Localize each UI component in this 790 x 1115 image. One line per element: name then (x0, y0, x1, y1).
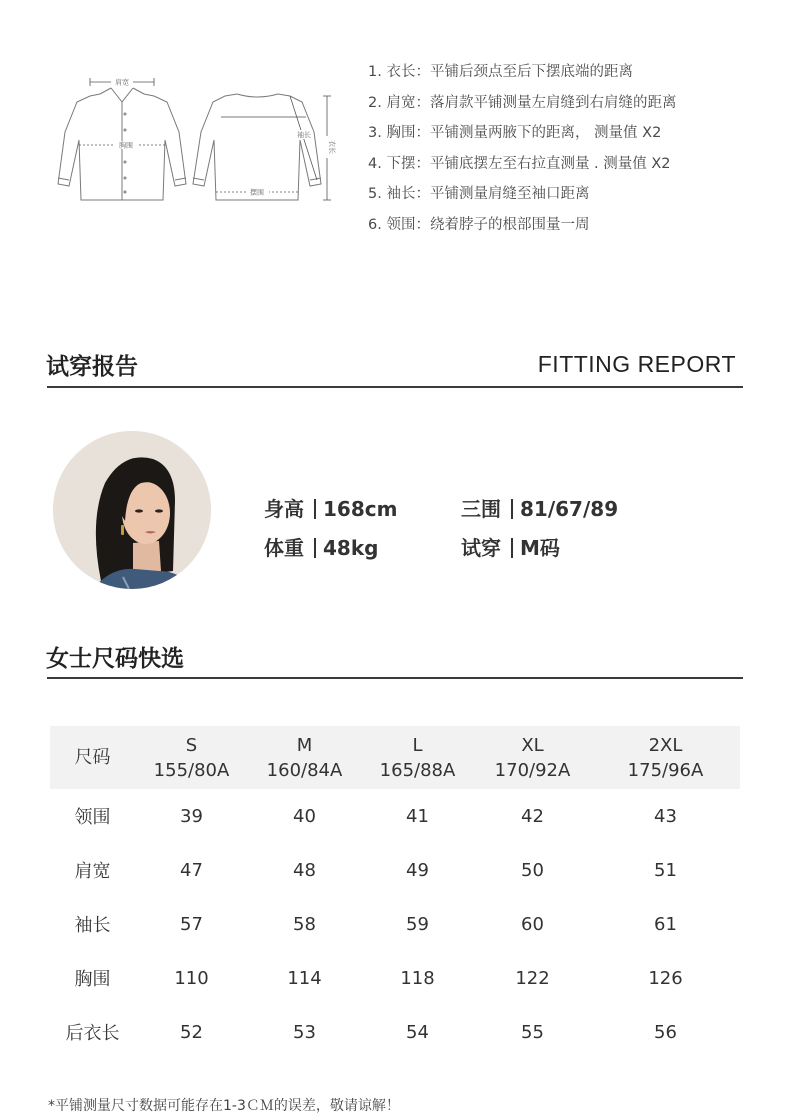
header-size-label: 尺码 (50, 726, 135, 789)
size-spec: 170/92A (494, 759, 571, 781)
table-row (50, 897, 740, 951)
size-code: L (412, 734, 423, 756)
divider (47, 677, 743, 679)
height-stat (264, 493, 397, 522)
model-portrait-icon (53, 431, 211, 589)
header-size-cell (135, 726, 248, 789)
table-cell: 56 (654, 1021, 677, 1043)
separator-bar (511, 538, 513, 558)
size-code: XL (521, 734, 544, 756)
table-cell: 48 (293, 859, 316, 881)
size-code: M (296, 734, 313, 756)
row-label: 袖长 (74, 915, 111, 936)
separator-bar (314, 538, 316, 558)
table-row (50, 843, 740, 897)
table-cell: 55 (521, 1021, 544, 1043)
table-cell: 54 (406, 1021, 429, 1043)
measurement-item: 6. 领围：绕着脖子的根部围量一周 (368, 216, 590, 233)
table-cell: 114 (287, 967, 322, 989)
table-row (50, 1005, 740, 1059)
row-label: 领围 (74, 807, 111, 828)
diagram-chest-label: 胸围 (119, 141, 133, 150)
measurement-item: 2. 肩宽：落肩款平铺测量左肩缝到右肩缝的距离 (368, 94, 677, 111)
size-chart-table (50, 726, 740, 1059)
table-row (50, 789, 740, 843)
table-cell: 40 (293, 805, 316, 827)
fitting-report-title-en: FITTING REPORT (537, 351, 736, 377)
table-cell: 59 (406, 913, 429, 935)
diagram-length-label: 衣长 (328, 140, 336, 154)
height-value: 168cm (323, 497, 398, 521)
row-label: 肩宽 (74, 861, 111, 882)
table-row (50, 951, 740, 1005)
size-spec: 175/96A (627, 759, 704, 781)
table-cell: 41 (406, 805, 429, 827)
header-size-cell (591, 726, 740, 789)
weight-value: 48kg (323, 536, 379, 560)
weight-stat (264, 532, 378, 561)
divider (47, 386, 743, 388)
header-size-cell (248, 726, 361, 789)
table-cell: 49 (406, 859, 429, 881)
measurement-item: 5. 袖长：平铺测量肩缝至袖口距离 (368, 186, 590, 202)
tried-size-value: M码 (520, 536, 560, 560)
table-cell: 110 (174, 967, 209, 989)
measurement-item: 4. 下摆：平铺底摆左至右拉直测量 . 测量值 X2 (368, 155, 671, 172)
separator-bar (511, 499, 513, 519)
measurement-disclaimer: *平铺测量尺寸数据可能存在1-3ＣＭ的误差，敬请谅解！ (48, 1098, 400, 1114)
diagram-sleeve-label: 袖长 (297, 131, 311, 139)
measurement-instructions (368, 57, 676, 240)
header-size-cell (474, 726, 591, 789)
size-spec: 155/80A (153, 759, 230, 781)
table-cell: 57 (180, 913, 203, 935)
tried-size-label: 试穿 (461, 536, 501, 560)
shirt-sketch-icon (55, 72, 340, 207)
measurements-stat (461, 493, 618, 522)
size-code: 2XL (648, 734, 683, 756)
table-cell: 118 (400, 967, 435, 989)
row-label: 后衣长 (65, 1023, 120, 1044)
separator-bar (314, 499, 316, 519)
table-cell: 43 (654, 805, 677, 827)
measurement-item: 3. 胸围：平铺测量两腋下的距离， 测量值 X2 (368, 125, 662, 141)
table-cell: 50 (521, 859, 544, 881)
tried-size-stat (461, 532, 560, 561)
table-cell: 53 (293, 1021, 316, 1043)
row-label: 胸围 (74, 969, 111, 990)
table-cell: 47 (180, 859, 203, 881)
fitting-report-title: 试穿报告 (46, 354, 138, 380)
size-code: S (185, 734, 198, 756)
size-guide-title: 女士尺码快选 (46, 646, 184, 672)
table-cell: 42 (521, 805, 544, 827)
table-cell: 61 (654, 913, 677, 935)
table-cell: 122 (515, 967, 550, 989)
diagram-shoulder-label: 肩宽 (115, 78, 129, 87)
shirt-measurement-diagram (55, 72, 340, 207)
height-label: 身高 (264, 497, 304, 521)
measurements-value: 81/67/89 (520, 497, 619, 521)
table-cell: 60 (521, 913, 544, 935)
header-size-cell (361, 726, 474, 789)
measurement-item: 1. 衣长：平铺后颈点至后下摆底端的距离 (368, 64, 633, 80)
table-header-row (50, 726, 740, 789)
size-spec: 160/84A (266, 759, 343, 781)
table-cell: 39 (180, 805, 203, 827)
table-cell: 52 (180, 1021, 203, 1043)
diagram-hem-label: 摆围 (250, 188, 264, 197)
weight-label: 体重 (264, 536, 304, 560)
size-spec: 165/88A (379, 759, 456, 781)
table-cell: 58 (293, 913, 316, 935)
table-cell: 51 (654, 859, 677, 881)
table-cell: 126 (648, 967, 683, 989)
model-avatar (53, 431, 211, 589)
measurements-label: 三围 (461, 497, 501, 521)
